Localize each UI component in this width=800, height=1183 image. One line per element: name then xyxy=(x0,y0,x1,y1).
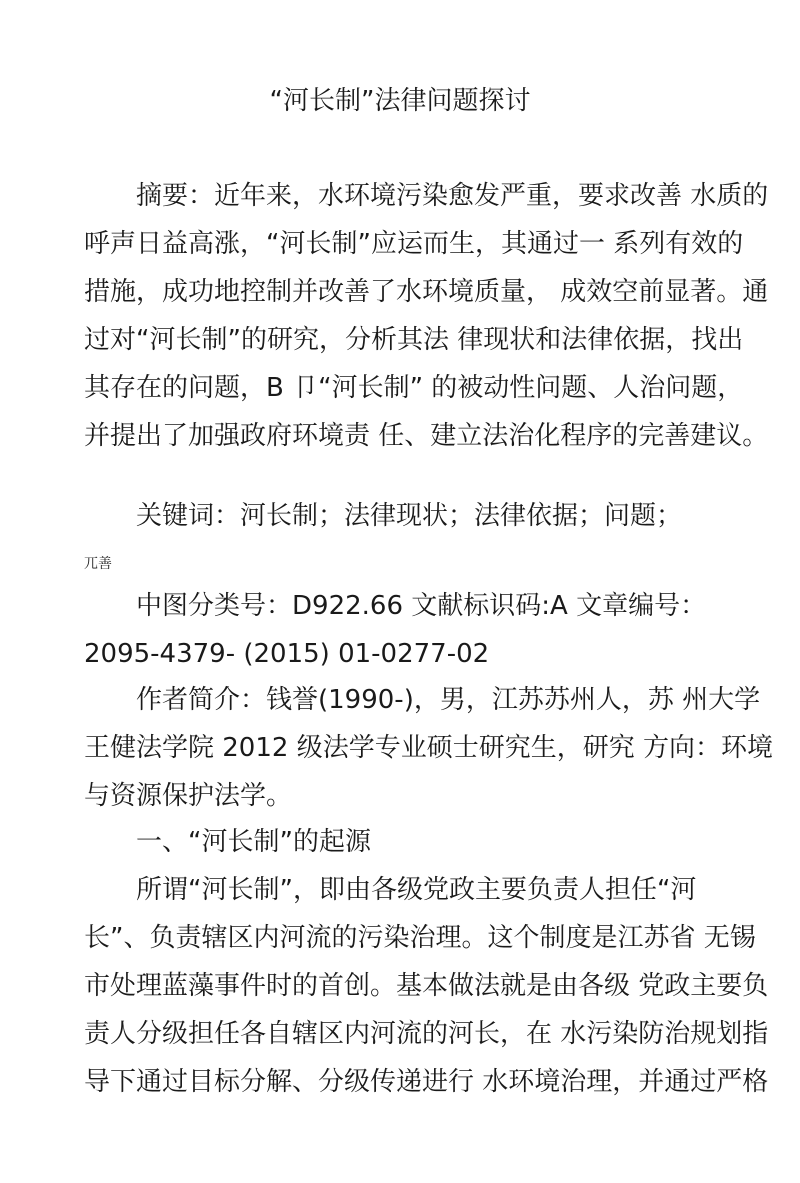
author-line: 作者简介：钱誉(1990-)，男，江苏苏州人，苏 州大学 xyxy=(136,685,761,715)
body-paragraph xyxy=(84,866,769,1106)
abstract-line: 其存在的问题，B 卩“河长制” 的被动性问题、人治问题， xyxy=(84,373,744,403)
classification-line: 中图分类号：D922.66 文献标识码:A 文章编号： xyxy=(136,591,707,621)
classification-line: 2095-4379- (2015) 01-0277-02 xyxy=(84,639,490,669)
body-line: 市处理蓝藻事件时的首创。基本做法就是由各级 党政主要负 xyxy=(84,971,769,1001)
body-line: 责人分级担任各自辖区内河流的河长，在 水污染防治规划指 xyxy=(84,1019,769,1049)
abstract-paragraph xyxy=(84,172,769,460)
abstract-line: 摘要：近年来，水环境污染愈发严重，要求改善 水质的 xyxy=(136,181,769,211)
body-line: 导下通过目标分解、分级传递进行 水环境治理，并通过严格 xyxy=(84,1067,769,1097)
author-line: 王健法学院 2012 级法学专业硕士研究生，研究 方向：环境 xyxy=(84,733,773,763)
author-line: 与资源保护法学。 xyxy=(84,781,293,811)
keywords-paragraph xyxy=(84,492,744,540)
document-title: “河长制”法律问题探讨 xyxy=(269,86,531,116)
keywords-continuation: 兀善 xyxy=(84,556,112,572)
author-paragraph xyxy=(84,676,773,820)
section-heading-paragraph xyxy=(84,818,744,866)
abstract-line: 呼声日益高涨，“河长制”应运而生，其通过一 系列有效的 xyxy=(84,229,744,259)
body-line: 所谓“河长制”，即由各级党政主要负责人担任“河 xyxy=(136,875,697,905)
abstract-line: 并提出了加强政府环境责 任、建立法治化程序的完善建议。 xyxy=(84,421,769,451)
abstract-line: 过对“河长制”的研究，分析其法 律现状和法律依据，找出 xyxy=(84,325,744,355)
body-line: 长”、负责辖区内河流的污染治理。这个制度是江苏省 无锡 xyxy=(84,923,756,953)
keywords-line: 关键词：河长制；法律现状；法律依据；问题； xyxy=(136,501,683,531)
classification-paragraph xyxy=(84,582,744,678)
section-heading: 一、“河长制”的起源 xyxy=(136,827,371,857)
abstract-line: 措施，成功地控制并改善了水环境质量， 成效空前显著。通 xyxy=(84,277,769,307)
